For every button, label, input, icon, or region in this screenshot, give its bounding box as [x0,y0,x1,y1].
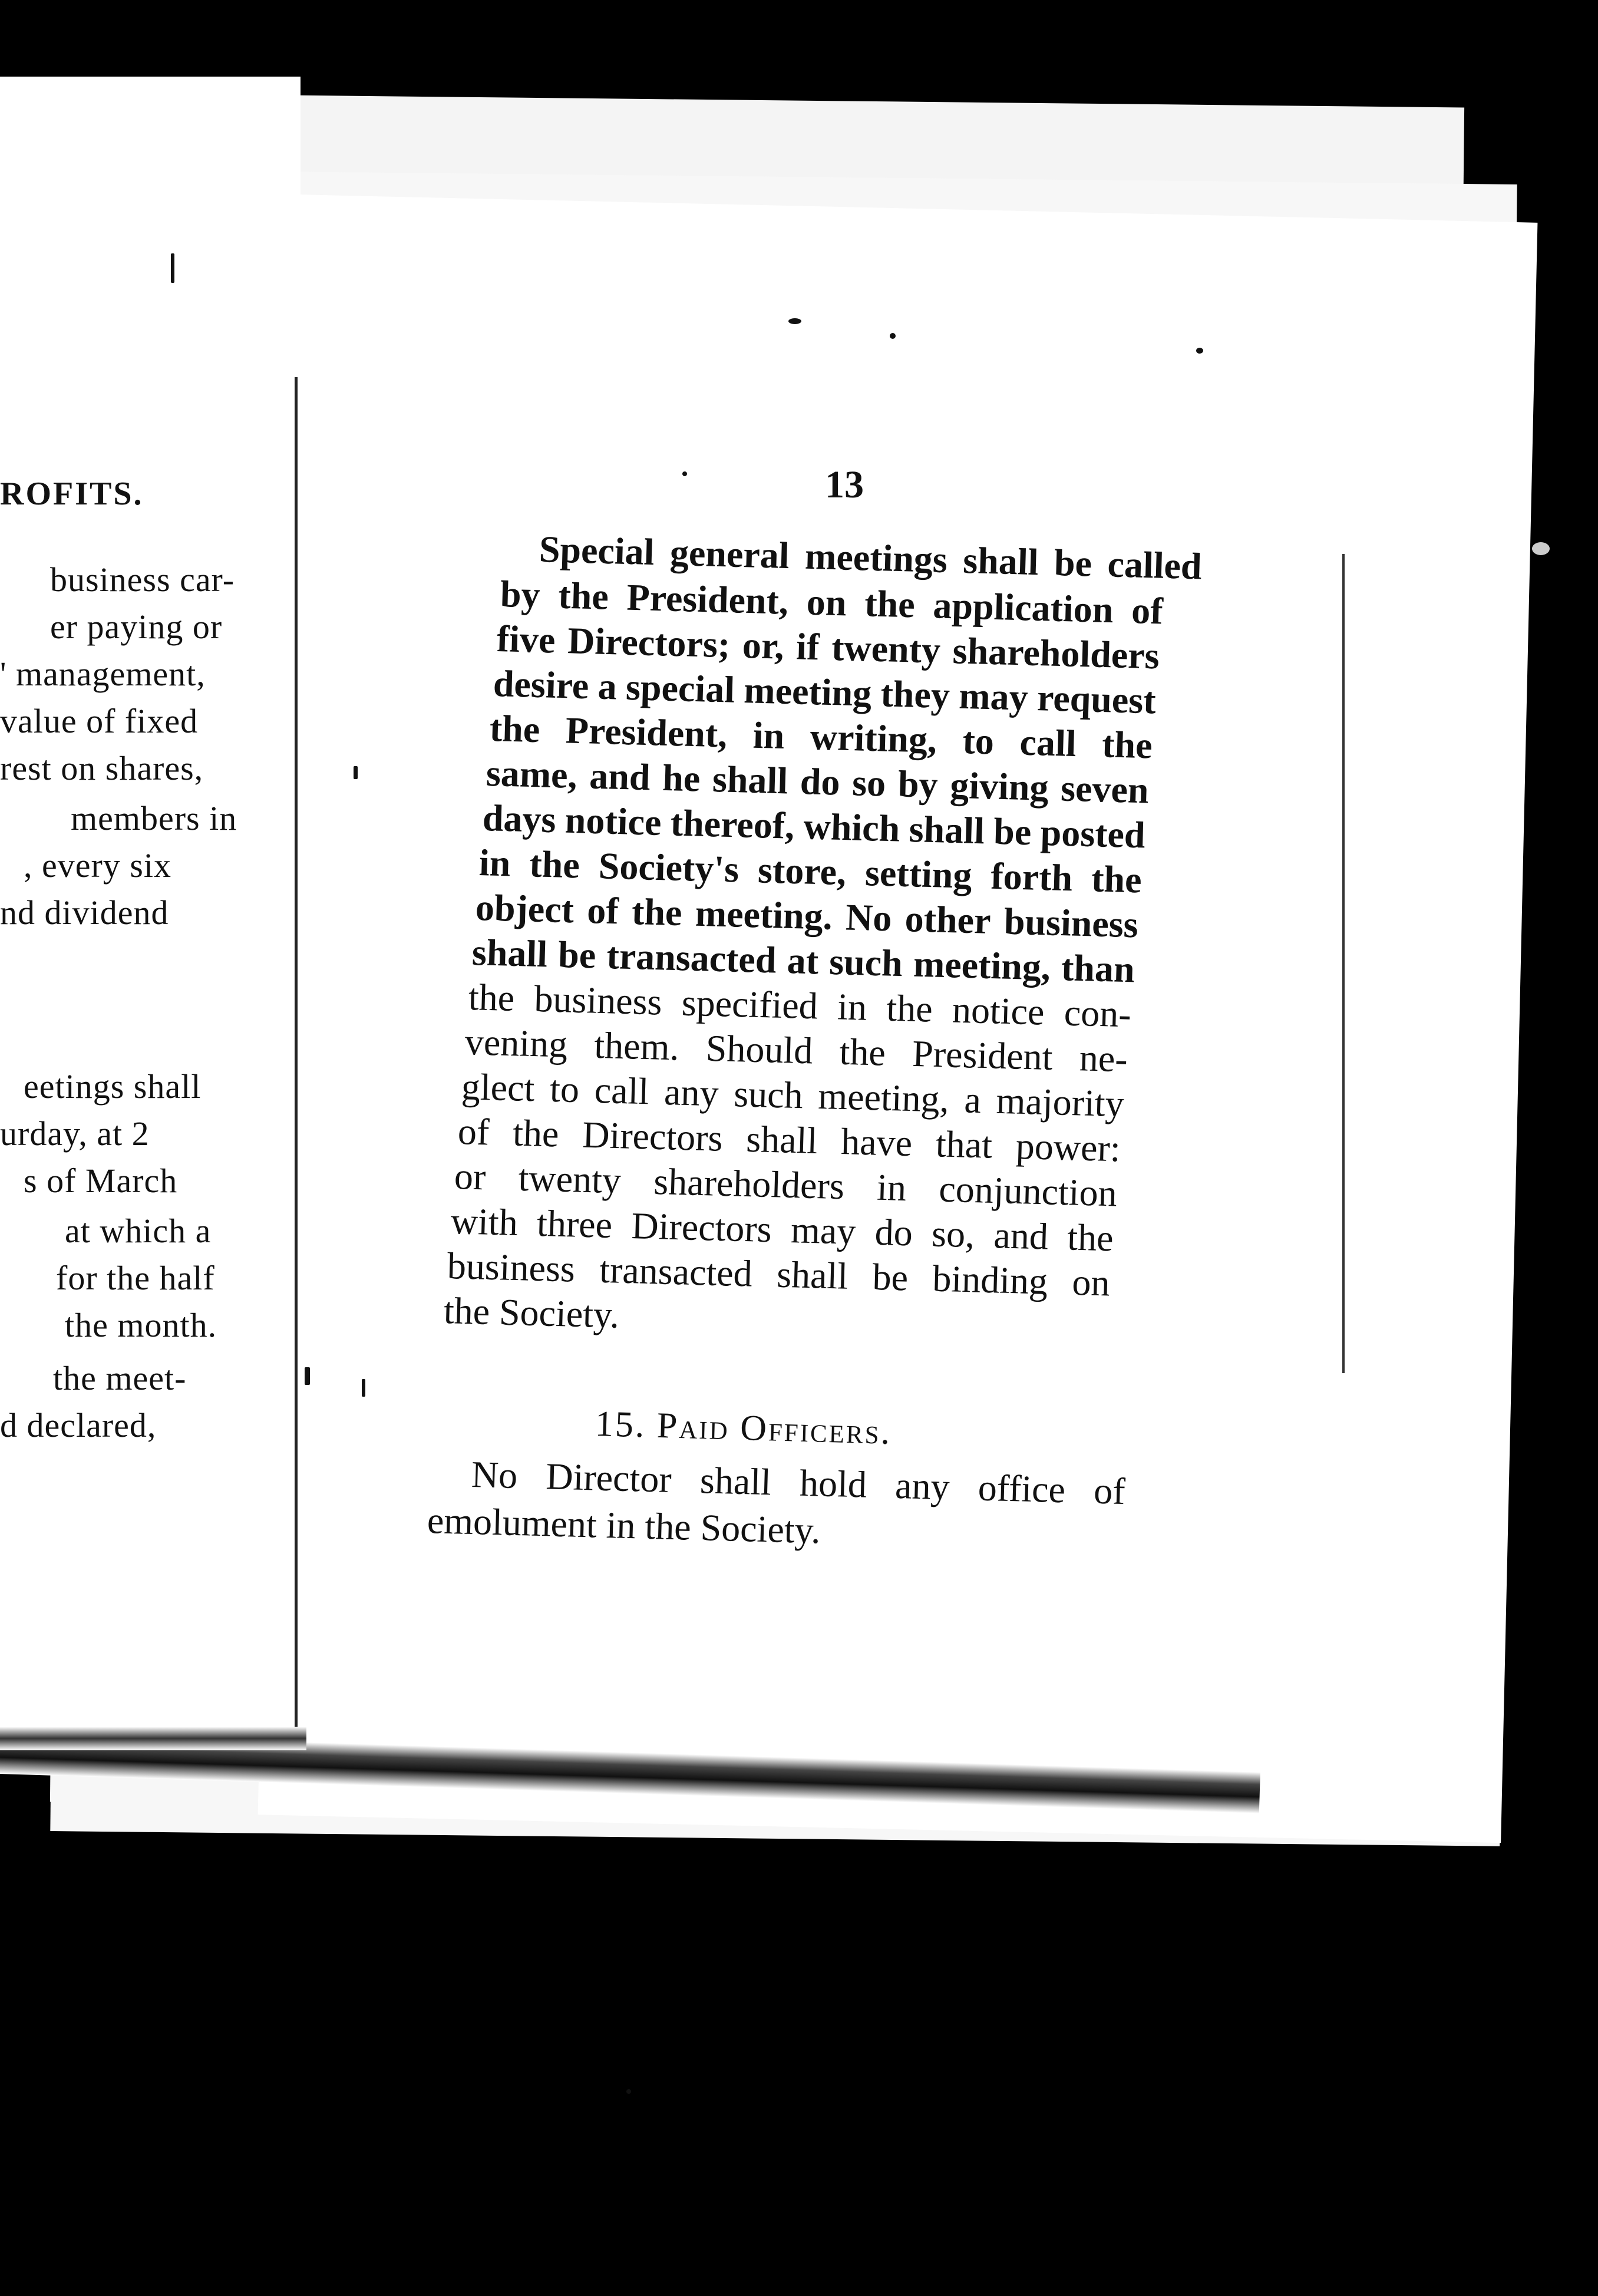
left-page-line: the meet- [53,1359,187,1397]
section-heading: 15. Paid Officers. [595,1404,893,1453]
gutter-line [295,377,298,1750]
paragraph-line: business transacted shall be binding on [447,1245,1111,1304]
left-page-line: rest on shares, [0,749,204,787]
paragraph-line: vening them. Should the President ne- [464,1021,1128,1080]
page-edge-line [1342,554,1345,1373]
paragraph-line: the President, in writing, to call the [489,707,1153,767]
left-page-line: eetings shall [24,1067,202,1106]
left-page-line: business car- [50,560,235,599]
paragraph-line: same, and he shall do so by giving seven [486,752,1150,811]
left-page-line: value of fixed [0,702,199,740]
left-page-line: ' management, [0,655,206,693]
ink-speck [1196,348,1203,354]
ink-speck [171,253,174,283]
paragraph-line: by the President, on the application of [500,573,1164,632]
left-page-line: at which a [65,1212,212,1250]
left-page-line: er paying or [50,608,223,646]
ink-speck [788,318,801,324]
page-bottom-edge [0,1727,306,1750]
paragraph-line: the business specified in the notice con- [468,976,1132,1035]
paragraph-line: desire a special meeting they may request [493,662,1157,722]
paragraph-line: glect to call any such meeting, a majority [461,1065,1125,1125]
ink-speck [354,766,358,779]
left-page-line: urday, at 2 [0,1114,150,1153]
left-page-line: , every six [24,846,171,885]
paragraph-line: shall be transacted at such meeting, than [471,931,1135,991]
page-number: 13 [825,463,864,506]
paragraph-line: five Directors; or, if twenty shareholders [496,618,1160,677]
paragraph-line: object of the meeting. No other business [475,886,1139,946]
left-page-line: d declared, [0,1406,157,1444]
paragraph-line: or twenty shareholders in conjunction [454,1155,1118,1215]
paragraph-line: of the Directors shall have that power: [457,1110,1121,1170]
left-page-line: nd dividend [0,893,169,932]
section-line: emolument in the Society. [427,1499,821,1552]
ink-speck [682,471,687,476]
left-page-line: for the half [56,1259,215,1297]
paragraph-line: the Society. [443,1289,620,1336]
ink-speck [305,1367,310,1385]
paragraph-line: Special general meetings shall be called [539,528,1203,588]
left-page-line: the month. [65,1306,217,1344]
ink-speck [890,333,896,339]
left-page-heading: ROFITS. [0,476,144,512]
paragraph-line: in the Society's store, setting forth the [478,842,1143,901]
left-page-line: members in [71,799,237,837]
ink-speck [1532,542,1550,555]
left-page-line: s of March [24,1162,178,1200]
ink-speck [626,2089,631,2094]
paragraph-line: with three Directors may do so, and the [450,1200,1114,1259]
section-line: No Director shall hold any office of [471,1453,1126,1513]
ink-speck [362,1379,365,1397]
paragraph-line: days notice thereof, which shall be posted [482,797,1146,856]
